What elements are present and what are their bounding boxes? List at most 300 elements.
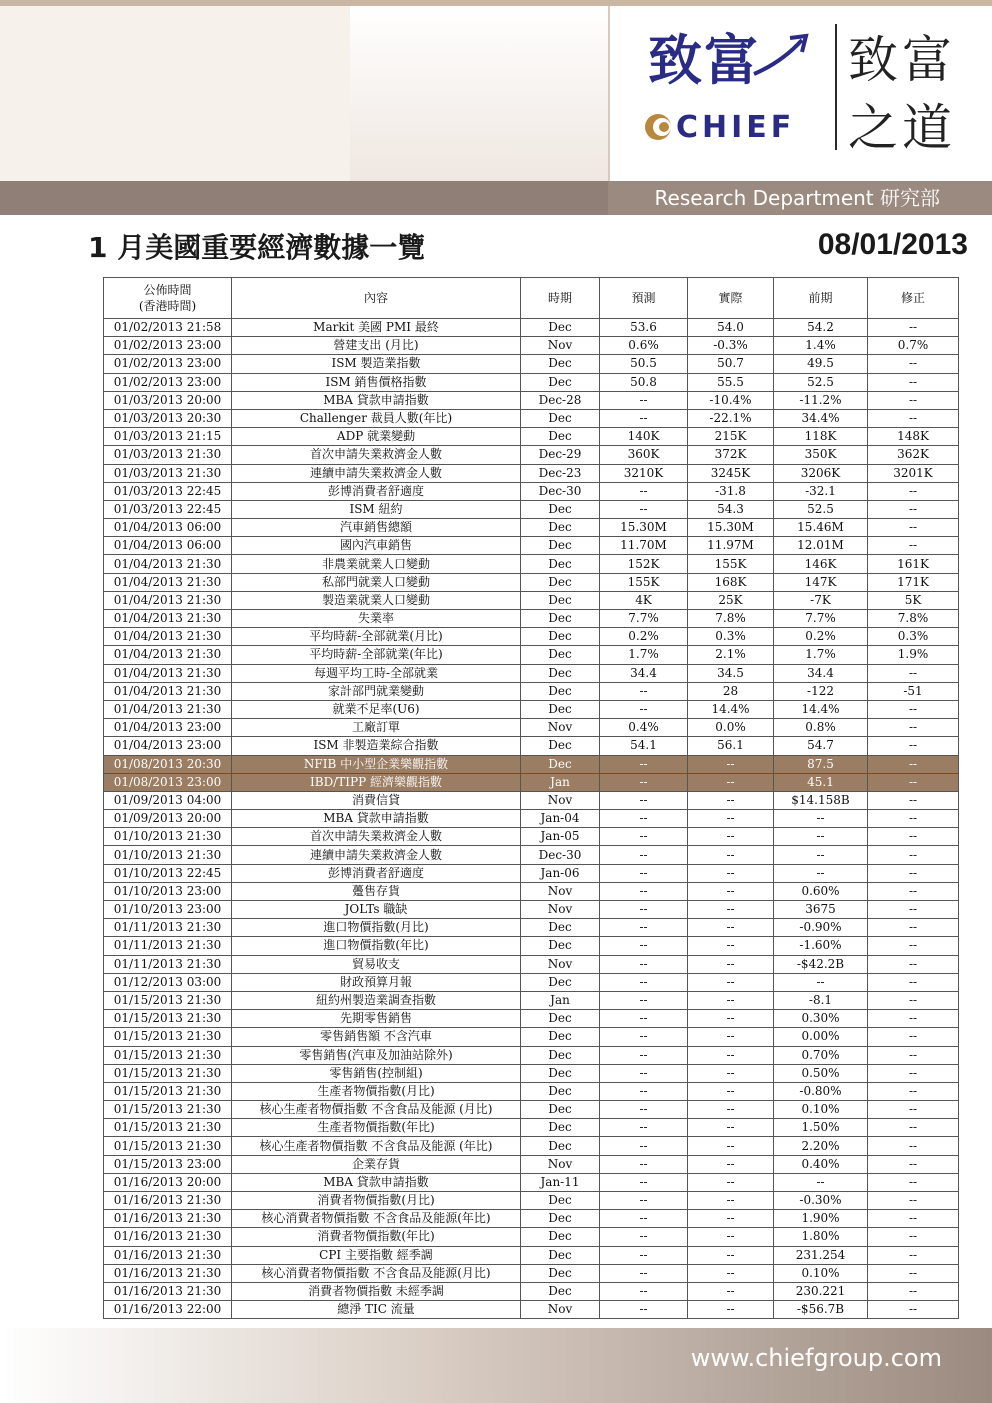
table-cell: --: [868, 1210, 959, 1228]
table-cell: 核心生產者物價指數 不含食品及能源 (年比): [232, 1137, 521, 1155]
table-cell: 0.50%: [774, 1064, 868, 1082]
table-row: [104, 1137, 959, 1155]
table-cell: --: [600, 1010, 688, 1028]
table-cell: 11.70M: [600, 537, 688, 555]
table-cell: 家計部門就業變動: [232, 682, 521, 700]
table-row: [104, 1192, 959, 1210]
table-cell: --: [868, 1173, 959, 1191]
table-row: [104, 519, 959, 537]
table-cell: --: [600, 1173, 688, 1191]
table-cell: --: [868, 1064, 959, 1082]
table-cell: 消費信貸: [232, 791, 521, 809]
table-cell: 失業率: [232, 610, 521, 628]
table-cell: Dec-28: [521, 391, 600, 409]
table-cell: --: [688, 810, 774, 828]
table-cell: --: [868, 737, 959, 755]
table-cell: --: [868, 955, 959, 973]
department-band-dark: [0, 181, 608, 215]
table-cell: Dec-23: [521, 464, 600, 482]
table-cell: 54.1: [600, 737, 688, 755]
table-cell: --: [600, 409, 688, 427]
table-row: [104, 591, 959, 609]
table-cell: --: [868, 864, 959, 882]
table-cell: 01/10/2013 23:00: [104, 882, 232, 900]
table-cell: -0.90%: [774, 919, 868, 937]
table-cell: 34.5: [688, 664, 774, 682]
table-cell: 01/03/2013 21:30: [104, 446, 232, 464]
table-cell: 0.3%: [688, 628, 774, 646]
table-cell: 0.3%: [868, 628, 959, 646]
table-cell: --: [868, 1282, 959, 1300]
table-cell: --: [868, 355, 959, 373]
table-row: [104, 828, 959, 846]
table-cell: 56.1: [688, 737, 774, 755]
table-cell: 01/16/2013 20:00: [104, 1173, 232, 1191]
table-cell: 貿易收支: [232, 955, 521, 973]
table-cell: 0.10%: [774, 1101, 868, 1119]
table-cell: Dec: [521, 919, 600, 937]
table-cell: 0.4%: [600, 719, 688, 737]
table-cell: --: [868, 1010, 959, 1028]
table-cell: 平均時薪-全部就業(年比): [232, 646, 521, 664]
table-cell: Dec: [521, 573, 600, 591]
table-cell: -0.3%: [688, 337, 774, 355]
table-cell: 152K: [600, 555, 688, 573]
table-row: [104, 737, 959, 755]
table-cell: Challenger 裁員人數(年比): [232, 409, 521, 427]
table-cell: 171K: [868, 573, 959, 591]
table-row: [104, 628, 959, 646]
table-cell: --: [600, 500, 688, 518]
table-cell: 進口物價指數(年比): [232, 937, 521, 955]
table-body: [104, 319, 959, 1319]
table-cell: --: [868, 1264, 959, 1282]
table-cell: --: [868, 828, 959, 846]
table-row: [104, 500, 959, 518]
table-cell: Dec: [521, 646, 600, 664]
table-cell: 01/12/2013 03:00: [104, 973, 232, 991]
table-cell: Dec: [521, 1228, 600, 1246]
table-cell: 連續申請失業救濟金人數: [232, 464, 521, 482]
table-cell: 01/16/2013 21:30: [104, 1192, 232, 1210]
table-cell: 每週平均工時-全部就業: [232, 664, 521, 682]
table-cell: Dec: [521, 737, 600, 755]
table-cell: Dec: [521, 373, 600, 391]
table-row: [104, 373, 959, 391]
table-cell: --: [600, 991, 688, 1009]
table-cell: 核心消費者物價指數 不含食品及能源(年比): [232, 1210, 521, 1228]
table-cell: --: [868, 755, 959, 773]
table-cell: 146K: [774, 555, 868, 573]
table-cell: 3245K: [688, 464, 774, 482]
table-cell: Dec: [521, 1101, 600, 1119]
table-cell: 01/04/2013 06:00: [104, 537, 232, 555]
table-row: [104, 791, 959, 809]
table-cell: 230.221: [774, 1282, 868, 1300]
table-cell: 140K: [600, 428, 688, 446]
table-cell: 147K: [774, 573, 868, 591]
table-row: [104, 846, 959, 864]
table-row: [104, 1282, 959, 1300]
table-cell: 躉售存貨: [232, 882, 521, 900]
table-cell: 50.5: [600, 355, 688, 373]
page-date: 08/01/2013: [817, 228, 968, 261]
table-cell: Dec: [521, 1028, 600, 1046]
table-cell: --: [688, 901, 774, 919]
table-cell: MBA 貸款申請指數: [232, 391, 521, 409]
table-cell: --: [868, 1228, 959, 1246]
table-row: [104, 1082, 959, 1100]
table-cell: 非農業就業人口變動: [232, 555, 521, 573]
table-cell: --: [600, 864, 688, 882]
table-cell: ISM 製造業指數: [232, 355, 521, 373]
table-cell: Dec: [521, 591, 600, 609]
table-cell: Dec: [521, 755, 600, 773]
table-cell: 01/09/2013 20:00: [104, 810, 232, 828]
table-cell: 25K: [688, 591, 774, 609]
table-cell: Dec: [521, 1119, 600, 1137]
table-cell: 14.4%: [688, 700, 774, 718]
table-cell: -$56.7B: [774, 1301, 868, 1319]
table-cell: --: [600, 1228, 688, 1246]
table-cell: MBA 貸款申請指數: [232, 1173, 521, 1191]
table-row: [104, 573, 959, 591]
table-row: [104, 864, 959, 882]
table-cell: 0.30%: [774, 1010, 868, 1028]
table-cell: 01/16/2013 21:30: [104, 1282, 232, 1300]
table-cell: --: [868, 846, 959, 864]
table-cell: Nov: [521, 1155, 600, 1173]
table-row: [104, 1064, 959, 1082]
table-cell: Nov: [521, 791, 600, 809]
table-cell: Dec: [521, 628, 600, 646]
table-cell: NFIB 中小型企業樂觀指數: [232, 755, 521, 773]
table-cell: 01/11/2013 21:30: [104, 955, 232, 973]
table-cell: CPI 主要指數 經季調: [232, 1246, 521, 1264]
table-row: [104, 991, 959, 1009]
table-cell: Dec: [521, 937, 600, 955]
table-cell: 01/15/2013 21:30: [104, 1010, 232, 1028]
table-cell: 01/15/2013 21:30: [104, 1046, 232, 1064]
table-cell: 4K: [600, 591, 688, 609]
table-cell: --: [600, 901, 688, 919]
table-cell: 零售銷售(控制組): [232, 1064, 521, 1082]
table-cell: 1.4%: [774, 337, 868, 355]
table-row: [104, 973, 959, 991]
table-cell: 54.3: [688, 500, 774, 518]
department-label: Research Department 研究部: [654, 186, 940, 210]
table-cell: --: [600, 791, 688, 809]
table-cell: 118K: [774, 428, 868, 446]
table-cell: 企業存貨: [232, 1155, 521, 1173]
table-cell: 彭博消費者舒適度: [232, 482, 521, 500]
table-cell: 52.5: [774, 373, 868, 391]
table-cell: 01/15/2013 21:30: [104, 991, 232, 1009]
table-cell: --: [868, 537, 959, 555]
table-cell: 製造業就業人口變動: [232, 591, 521, 609]
table-row: [104, 1028, 959, 1046]
table-cell: 01/04/2013 21:30: [104, 573, 232, 591]
table-cell: --: [688, 1064, 774, 1082]
table-cell: 1.90%: [774, 1210, 868, 1228]
table-cell: 1.9%: [868, 646, 959, 664]
table-cell: --: [774, 1173, 868, 1191]
table-row: [104, 1210, 959, 1228]
table-row: [104, 919, 959, 937]
table-cell: --: [868, 1101, 959, 1119]
table-cell: 34.4: [600, 664, 688, 682]
table-cell: --: [774, 864, 868, 882]
table-row: [104, 1264, 959, 1282]
table-cell: 01/03/2013 21:30: [104, 464, 232, 482]
table-cell: --: [688, 955, 774, 973]
table-cell: ISM 銷售價格指數: [232, 373, 521, 391]
table-cell: --: [868, 1246, 959, 1264]
table-cell: Nov: [521, 955, 600, 973]
table-cell: --: [774, 846, 868, 864]
table-cell: Dec: [521, 319, 600, 337]
table-cell: --: [688, 773, 774, 791]
table-row: [104, 319, 959, 337]
table-cell: JOLTs 職缺: [232, 901, 521, 919]
table-cell: --: [600, 846, 688, 864]
table-row: [104, 1173, 959, 1191]
table-cell: 155K: [600, 573, 688, 591]
table-cell: 01/08/2013 20:30: [104, 755, 232, 773]
table-cell: --: [868, 1301, 959, 1319]
table-cell: --: [868, 1192, 959, 1210]
table-cell: --: [868, 719, 959, 737]
table-row: [104, 610, 959, 628]
table-cell: 01/16/2013 21:30: [104, 1246, 232, 1264]
table-cell: -11.2%: [774, 391, 868, 409]
table-cell: 15.30M: [600, 519, 688, 537]
table-cell: 私部門就業人口變動: [232, 573, 521, 591]
table-cell: 01/10/2013 23:00: [104, 901, 232, 919]
table-cell: Dec: [521, 1046, 600, 1064]
table-cell: --: [868, 991, 959, 1009]
logo-tagline-1: 致富: [848, 31, 956, 89]
table-cell: Dec-30: [521, 482, 600, 500]
table-cell: 7.7%: [774, 610, 868, 628]
table-cell: --: [868, 519, 959, 537]
logo-mark-icon: [643, 112, 673, 142]
table-cell: --: [688, 1173, 774, 1191]
table-row: [104, 1228, 959, 1246]
table-cell: Dec: [521, 519, 600, 537]
table-cell: --: [868, 973, 959, 991]
table-row: [104, 755, 959, 773]
table-cell: --: [688, 1101, 774, 1119]
table-cell: --: [600, 1246, 688, 1264]
table-cell: 零售銷售(汽車及加油站除外): [232, 1046, 521, 1064]
table-cell: --: [688, 755, 774, 773]
table-cell: Dec: [521, 555, 600, 573]
table-cell: 7.8%: [868, 610, 959, 628]
table-cell: Dec-30: [521, 846, 600, 864]
table-cell: 01/15/2013 21:30: [104, 1028, 232, 1046]
table-row: [104, 428, 959, 446]
table-cell: 1.50%: [774, 1119, 868, 1137]
table-cell: 進口物價指數(月比): [232, 919, 521, 937]
table-cell: 01/03/2013 22:45: [104, 500, 232, 518]
table-cell: --: [600, 391, 688, 409]
table-row: [104, 391, 959, 409]
table-cell: --: [868, 409, 959, 427]
table-cell: 54.2: [774, 319, 868, 337]
table-row: [104, 1046, 959, 1064]
table-cell: --: [868, 1082, 959, 1100]
table-cell: 52.5: [774, 500, 868, 518]
table-cell: --: [688, 1119, 774, 1137]
table-row: [104, 409, 959, 427]
table-cell: 01/03/2013 22:45: [104, 482, 232, 500]
table-cell: Nov: [521, 1301, 600, 1319]
table-cell: --: [688, 1246, 774, 1264]
table-cell: -32.1: [774, 482, 868, 500]
column-header: 預測: [600, 278, 688, 319]
table-cell: --: [600, 1082, 688, 1100]
table-cell: --: [600, 700, 688, 718]
table-cell: 0.60%: [774, 882, 868, 900]
table-cell: 01/04/2013 21:30: [104, 628, 232, 646]
table-cell: Jan-05: [521, 828, 600, 846]
table-row: [104, 773, 959, 791]
table-cell: 01/16/2013 21:30: [104, 1264, 232, 1282]
table-cell: 01/04/2013 21:30: [104, 555, 232, 573]
table-cell: Dec: [521, 1264, 600, 1282]
table-cell: Dec: [521, 1064, 600, 1082]
table-cell: 01/16/2013 22:00: [104, 1301, 232, 1319]
table-row: [104, 882, 959, 900]
table-cell: -31.8: [688, 482, 774, 500]
table-cell: 01/11/2013 21:30: [104, 937, 232, 955]
table-cell: --: [600, 1101, 688, 1119]
table-cell: --: [868, 1046, 959, 1064]
table-cell: Jan-04: [521, 810, 600, 828]
table-cell: 3675: [774, 901, 868, 919]
table-cell: 消費者物價指數(年比): [232, 1228, 521, 1246]
table-cell: 3206K: [774, 464, 868, 482]
table-cell: 14.4%: [774, 700, 868, 718]
table-cell: Dec: [521, 610, 600, 628]
table-cell: 01/04/2013 21:30: [104, 610, 232, 628]
table-cell: --: [868, 919, 959, 937]
table-row: [104, 719, 959, 737]
table-cell: --: [868, 791, 959, 809]
table-cell: 總淨 TIC 流量: [232, 1301, 521, 1319]
table-cell: --: [774, 828, 868, 846]
table-cell: --: [868, 319, 959, 337]
table-cell: 0.2%: [600, 628, 688, 646]
table-cell: 首次申請失業救濟金人數: [232, 446, 521, 464]
table-cell: --: [688, 1301, 774, 1319]
table-cell: 01/15/2013 23:00: [104, 1155, 232, 1173]
table-cell: Dec-29: [521, 446, 600, 464]
table-cell: -7K: [774, 591, 868, 609]
table-cell: IBD/TIPP 經濟樂觀指數: [232, 773, 521, 791]
table-cell: --: [600, 1064, 688, 1082]
table-cell: --: [774, 810, 868, 828]
table-row: [104, 1246, 959, 1264]
table-cell: 工廠訂單: [232, 719, 521, 737]
table-cell: 核心消費者物價指數 不含食品及能源(月比): [232, 1264, 521, 1282]
table-cell: 7.7%: [600, 610, 688, 628]
table-cell: --: [868, 391, 959, 409]
table-cell: ADP 就業變動: [232, 428, 521, 446]
table-row: [104, 1301, 959, 1319]
table-cell: 0.0%: [688, 719, 774, 737]
table-cell: Dec: [521, 1010, 600, 1028]
table-cell: --: [868, 937, 959, 955]
table-cell: 財政預算月報: [232, 973, 521, 991]
table-cell: 0.7%: [868, 337, 959, 355]
table-cell: 01/04/2013 21:30: [104, 664, 232, 682]
table-cell: --: [688, 1264, 774, 1282]
table-cell: Nov: [521, 882, 600, 900]
table-cell: Dec: [521, 1210, 600, 1228]
table-cell: --: [688, 1028, 774, 1046]
table-cell: 0.8%: [774, 719, 868, 737]
table-cell: 0.70%: [774, 1046, 868, 1064]
table-cell: --: [688, 1210, 774, 1228]
table-cell: 45.1: [774, 773, 868, 791]
table-cell: -51: [868, 682, 959, 700]
table-cell: 350K: [774, 446, 868, 464]
logo-separator: [835, 24, 837, 150]
table-cell: 01/03/2013 20:30: [104, 409, 232, 427]
table-row: [104, 1101, 959, 1119]
table-row: [104, 1155, 959, 1173]
table-cell: Dec: [521, 973, 600, 991]
table-cell: 50.8: [600, 373, 688, 391]
table-cell: 148K: [868, 428, 959, 446]
table-cell: 先期零售銷售: [232, 1010, 521, 1028]
table-cell: --: [600, 1046, 688, 1064]
table-cell: --: [600, 1210, 688, 1228]
table-cell: Dec: [521, 409, 600, 427]
header-divider: [608, 6, 610, 181]
table-cell: Dec: [521, 700, 600, 718]
table-cell: -$42.2B: [774, 955, 868, 973]
table-cell: 1.7%: [774, 646, 868, 664]
table-header-row: [104, 278, 959, 319]
table-cell: 01/04/2013 06:00: [104, 519, 232, 537]
table-cell: Dec: [521, 537, 600, 555]
table-cell: 核心生產者物價指數 不含食品及能源 (月比): [232, 1101, 521, 1119]
table-row: [104, 1010, 959, 1028]
table-row: [104, 537, 959, 555]
table-cell: 215K: [688, 428, 774, 446]
table-cell: 0.2%: [774, 628, 868, 646]
table-cell: 49.5: [774, 355, 868, 373]
website-link[interactable]: www.chiefgroup.com: [690, 1344, 942, 1372]
column-header: 修正: [868, 278, 959, 319]
table-cell: --: [688, 1228, 774, 1246]
table-cell: 零售銷售額 不含汽車: [232, 1028, 521, 1046]
table-cell: 消費者物價指數 未經季調: [232, 1282, 521, 1300]
table-cell: --: [868, 1119, 959, 1137]
table-cell: 消費者物價指數(月比): [232, 1192, 521, 1210]
table-cell: 汽車銷售總額: [232, 519, 521, 537]
table-cell: 34.4: [774, 664, 868, 682]
table-cell: 55.5: [688, 373, 774, 391]
table-cell: 國內汽車銷售: [232, 537, 521, 555]
table-cell: 01/04/2013 23:00: [104, 719, 232, 737]
table-cell: 01/10/2013 21:30: [104, 846, 232, 864]
table-cell: 01/10/2013 21:30: [104, 828, 232, 846]
table-cell: 161K: [868, 555, 959, 573]
